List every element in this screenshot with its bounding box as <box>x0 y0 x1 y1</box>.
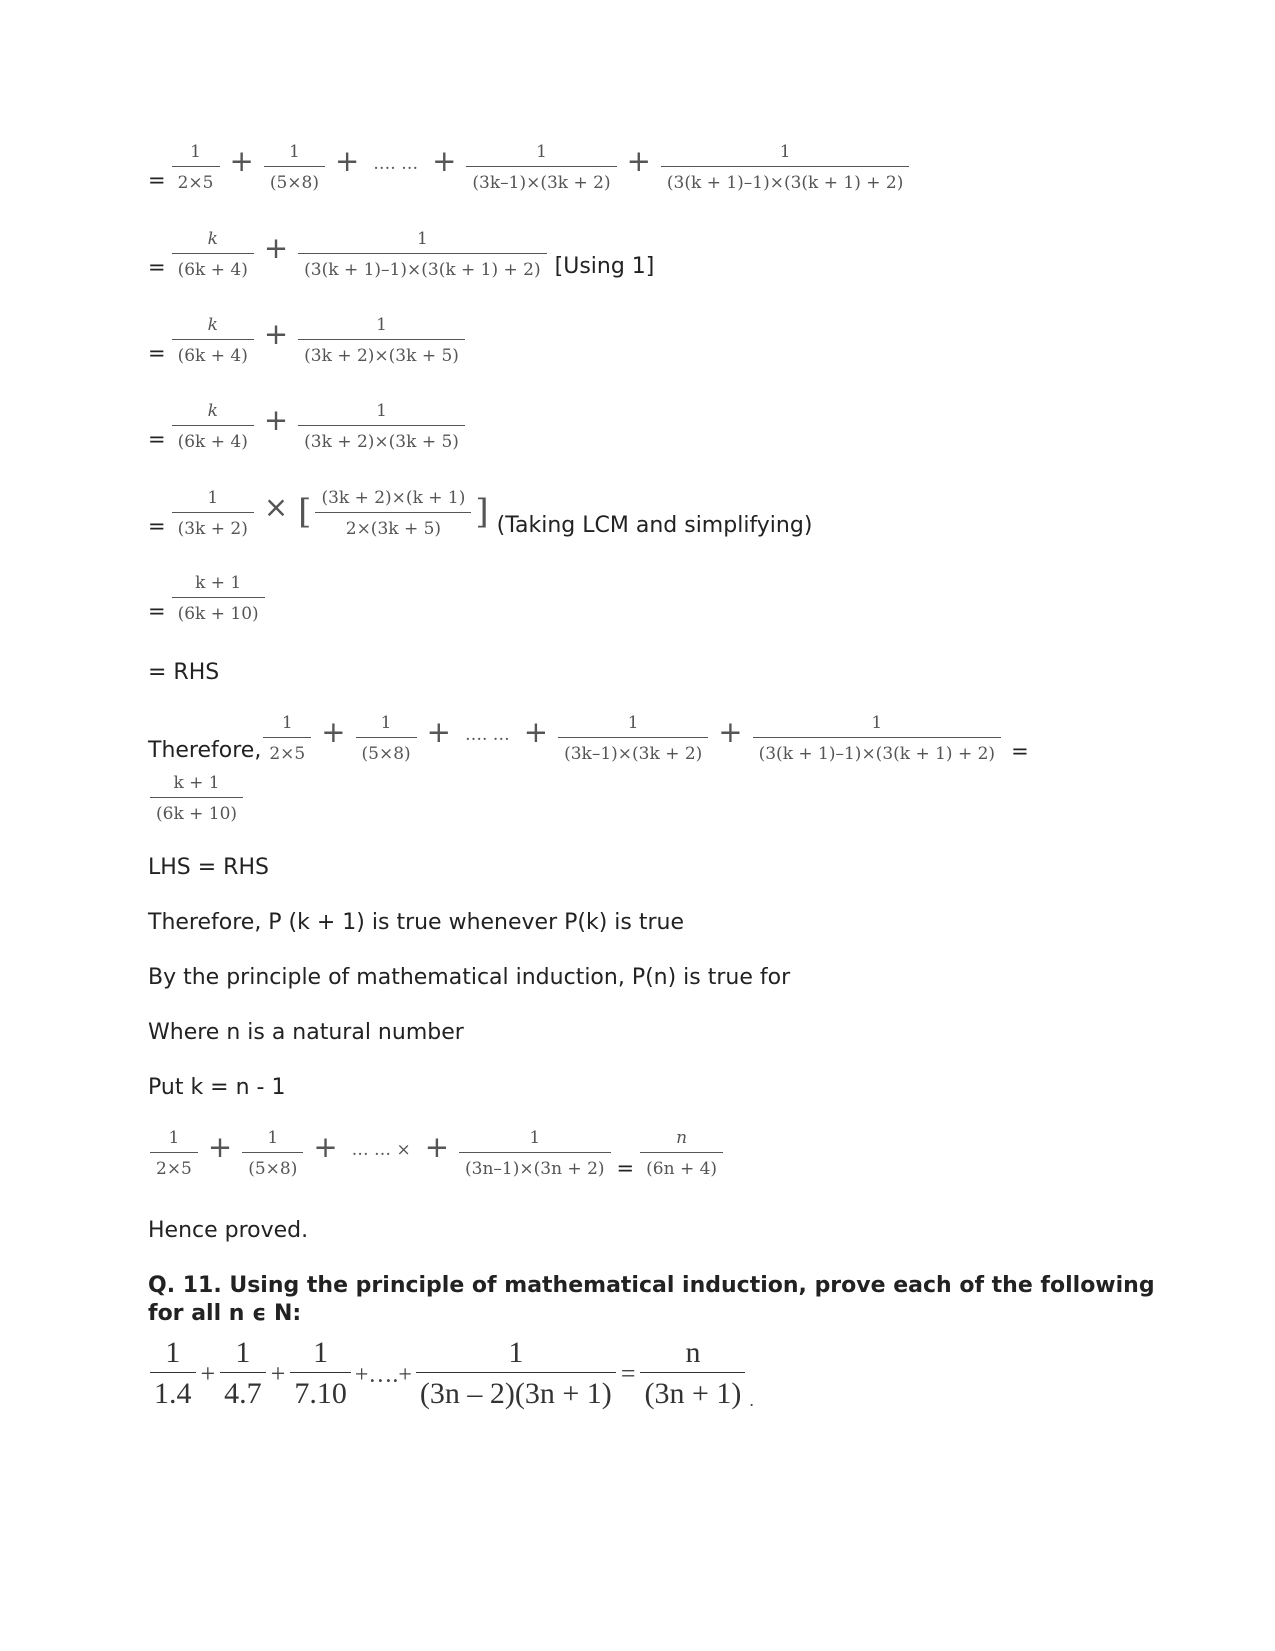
equals-sign: = <box>148 514 166 538</box>
fraction: $\frac{k}{(6k + 4)}$ <box>172 314 254 367</box>
fraction: $\frac{1}{(5\times 8)}$ <box>264 141 325 194</box>
therefore-result <box>148 772 245 825</box>
equation-line-6 <box>148 572 267 625</box>
right-bracket: ] <box>475 492 489 532</box>
plus-sign: + <box>200 1359 216 1388</box>
plus-sign: + <box>270 1359 286 1388</box>
natural-number-text: Where n is a natural number <box>148 1020 464 1045</box>
plus-sign: + <box>334 144 360 178</box>
plus-sign: + <box>626 144 651 178</box>
fraction: $\frac{1}{(3(k + 1)-1)\times(3(k + 1) + 2)}$ <box>298 228 546 281</box>
fraction: $\frac{k + 1}{(6k + 10)}$ <box>172 572 265 625</box>
fraction: $\frac{1}{2\times 5}$ <box>263 712 311 765</box>
equation-line-5 <box>148 487 812 540</box>
plus-ellipsis: +….+ <box>354 1362 412 1388</box>
plus-sign: + <box>263 317 289 351</box>
times-sign: × <box>263 490 289 524</box>
equals-sign: = <box>148 341 166 365</box>
rhs-text: = RHS <box>148 660 220 685</box>
plus-sign: + <box>313 1130 338 1164</box>
equals-sign: = <box>148 427 166 451</box>
lcm-note: (Taking LCM and simplifying) <box>496 513 813 538</box>
equation-line-4 <box>148 400 467 453</box>
equals-sign: = <box>148 168 166 192</box>
lhs-rhs-text: LHS = RHS <box>148 855 269 880</box>
fraction: $\frac{1}{(3(k + 1)-1)\times(3(k + 1) + 2)}$ <box>661 141 909 194</box>
final-equation <box>148 1127 725 1180</box>
question-heading <box>148 1272 1155 1328</box>
ellipsis: …. … <box>464 725 510 745</box>
equals-sign: = <box>1011 739 1029 763</box>
equals-sign: = <box>620 1359 636 1388</box>
plus-sign: + <box>432 144 457 178</box>
put-k-text: Put k = n - 1 <box>148 1075 286 1100</box>
equation-line-2 <box>148 228 654 281</box>
therefore-equation <box>148 712 1033 765</box>
plus-sign: + <box>523 715 549 749</box>
hence-proved-text: Hence proved. <box>148 1218 309 1243</box>
fraction: $\frac{1}{(3k + 2)}$ <box>172 487 254 540</box>
plus-sign: + <box>321 715 346 749</box>
equation-line-3 <box>148 314 467 367</box>
fraction: $\frac{1}{(5\times 8)}$ <box>356 712 417 765</box>
plus-sign: + <box>263 231 289 265</box>
plus-sign: + <box>229 144 254 178</box>
fraction: $\frac{1}{7.10}$ <box>290 1336 351 1411</box>
plus-sign: + <box>718 715 743 749</box>
fraction: $\frac{(3k + 2)\times(k + 1)}{2\times(3k + 5)}$ <box>315 487 471 540</box>
question-line-2: for all n ϵ N: <box>148 1301 302 1326</box>
fraction: $\frac{1}{(3k + 2)\times(3k + 5)}$ <box>298 400 465 453</box>
fraction: $\frac{1}{(3n - 2)(3n + 1)}$ <box>416 1336 616 1411</box>
plus-sign: + <box>424 1130 450 1164</box>
fraction: $\frac{1}{(3k + 2)\times(3k + 5)}$ <box>298 314 465 367</box>
equals-sign: = <box>148 599 166 623</box>
fraction: $\frac{n}{(3n + 1)}$ <box>640 1336 745 1411</box>
fraction: $\frac{1}{(3n-1)\times(3n + 2)}$ <box>459 1127 611 1180</box>
fraction: $\frac{1}{4.7}$ <box>220 1336 266 1411</box>
fraction: $\frac{1}{1.4}$ <box>150 1336 196 1411</box>
question-line-1: Q. 11. Using the principle of mathematical induction, prove each of the following <box>148 1273 1155 1298</box>
fraction: $\frac{n}{(6n + 4)}$ <box>640 1127 723 1180</box>
fraction: $\frac{k + 1}{(6k + 10)}$ <box>150 772 243 825</box>
equals-sign: = <box>616 1156 635 1180</box>
ellipsis: …. … <box>373 154 419 174</box>
period: . <box>749 1390 754 1410</box>
fraction: $\frac{1}{(3(k + 1)-1)\times(3(k + 1) + 2)}$ <box>753 712 1001 765</box>
fraction: $\frac{k}{(6k + 4)}$ <box>172 400 254 453</box>
fraction: $\frac{1}{2\times 5}$ <box>150 1127 198 1180</box>
therefore-label: Therefore, <box>148 738 262 763</box>
fraction: $\frac{1}{(3k-1)\times(3k + 2)}$ <box>466 141 616 194</box>
equation-line-1 <box>148 141 911 194</box>
principle-text: By the principle of mathematical induction, P(n) is true for <box>148 965 791 990</box>
equals-sign: = <box>148 255 166 279</box>
left-bracket: [ <box>298 492 312 532</box>
ellipsis-times: … … × <box>351 1140 411 1160</box>
fraction: $\frac{k}{(6k + 4)}$ <box>172 228 254 281</box>
question-formula <box>148 1336 756 1411</box>
fraction: $\frac{1}{2\times 5}$ <box>172 141 220 194</box>
fraction: $\frac{1}{(5\times 8)}$ <box>242 1127 303 1180</box>
p-true-text: Therefore, P (k + 1) is true whenever P(k) is true <box>148 910 685 935</box>
plus-sign: + <box>426 715 451 749</box>
fraction: $\frac{1}{(3k-1)\times(3k + 2)}$ <box>558 712 708 765</box>
using-1-note: [Using 1] <box>554 254 655 279</box>
plus-sign: + <box>207 1130 233 1164</box>
plus-sign: + <box>263 403 289 437</box>
